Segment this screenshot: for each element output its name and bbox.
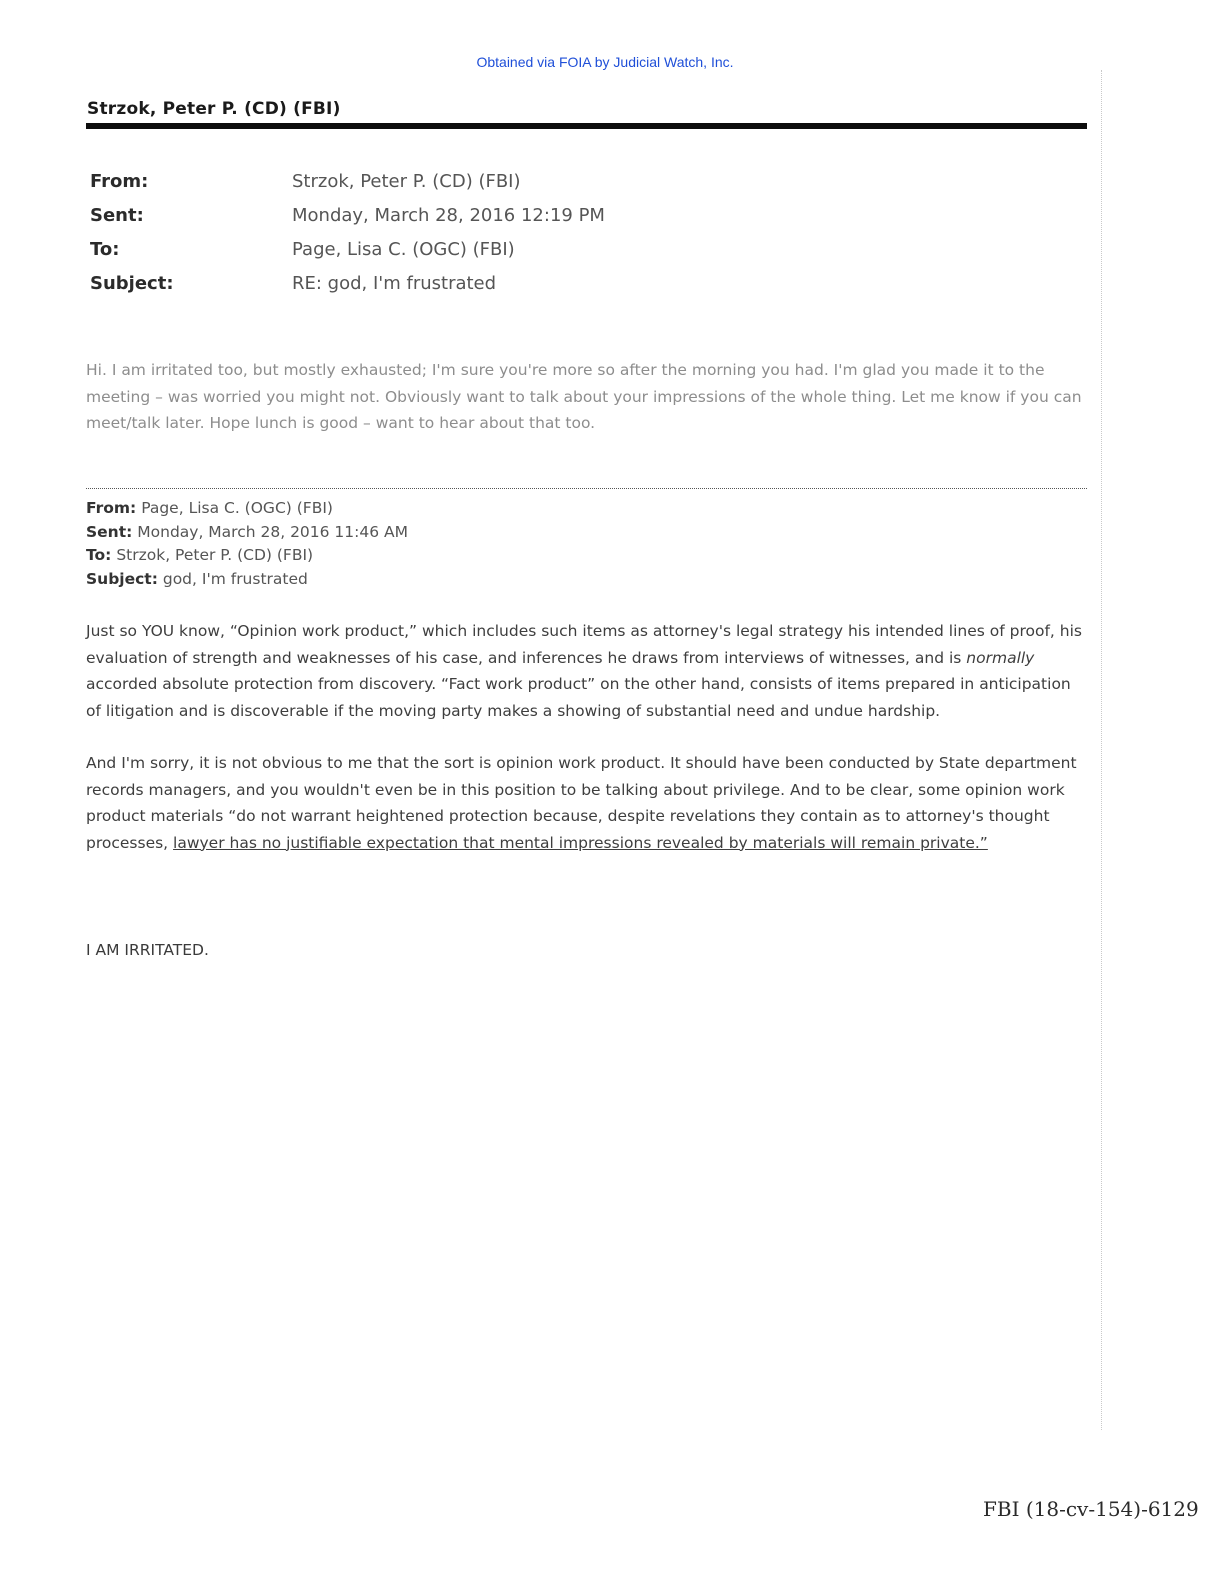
subject-row	[90, 266, 605, 300]
quoted-subject-row	[86, 568, 408, 592]
subject-value: RE: god, I'm frustrated	[292, 272, 497, 294]
quoted-from-value: Page, Lisa C. (OGC) (FBI)	[141, 499, 333, 517]
bates-number: FBI (18-cv-154)-6129	[983, 1497, 1199, 1521]
quoted-from-row	[86, 497, 408, 521]
from-label: From:	[90, 170, 149, 192]
quote-separator	[86, 488, 1087, 489]
sent-value: Monday, March 28, 2016 12:19 PM	[292, 204, 605, 226]
quoted-body	[86, 618, 1086, 882]
quoted-subject-label: Subject:	[86, 569, 158, 588]
header-rule	[86, 123, 1087, 129]
quoted-sent-label: Sent:	[86, 522, 133, 541]
quoted-sent-row	[86, 521, 408, 545]
reply-body: Hi. I am irritated too, but mostly exhausted; I'm sure you're more so after the morning you had. I'm glad you made it to the meeting – was worried you might not. Obviously want to talk about your impressions of the whole thing. Let me know if you can meet/talk later. Hope lunch is good – want to hear about that too.	[86, 361, 1082, 432]
sent-label: Sent:	[90, 204, 144, 226]
to-label: To:	[90, 238, 120, 260]
to-value: Page, Lisa C. (OGC) (FBI)	[292, 238, 515, 260]
mailbox-owner-name: Strzok, Peter P. (CD) (FBI)	[87, 99, 341, 119]
closing-line: I AM IRRITATED.	[86, 941, 209, 959]
quoted-to-value: Strzok, Peter P. (CD) (FBI)	[116, 546, 314, 564]
to-row	[90, 232, 605, 266]
message-header	[90, 164, 605, 300]
quoted-paragraph-1: Just so YOU know, “Opinion work product,” which includes such items as attorney's legal strategy his intended lines of proof, his evaluation of strength and weaknesses of his case, and inferences he draws from interviews of witnesses, and is normally accorded absolute protection from discovery. “Fact work product” on the other hand, consists of items prepared in anticipation of litigation and is discoverable if the moving party makes a showing of substantial need and undue hardship.	[86, 622, 1082, 720]
subject-label: Subject:	[90, 272, 174, 294]
quoted-sent-value: Monday, March 28, 2016 11:46 AM	[137, 522, 409, 541]
quoted-to-row	[86, 544, 408, 568]
quoted-header	[86, 497, 408, 591]
from-row	[90, 164, 605, 198]
foia-watermark: Obtained via FOIA by Judicial Watch, Inc.	[476, 54, 734, 70]
sent-row	[90, 198, 605, 232]
underlined-quote: lawyer has no justifiable expectation that mental impressions revealed by materials will remain private.”	[173, 833, 988, 852]
quoted-from-label: From:	[86, 499, 137, 517]
quoted-to-label: To:	[86, 546, 112, 564]
scan-edge-artifact	[1101, 70, 1102, 1430]
from-value: Strzok, Peter P. (CD) (FBI)	[292, 170, 521, 192]
quoted-paragraph-2: And I'm sorry, it is not obvious to me that the sort is opinion work product. It should have been conducted by State department records managers, and you wouldn't even be in this position to be talking about privilege. And to be clear, some opinion work product materials “do not warrant heightened protection because, despite revelations they contain as to attorney's thought processes, lawyer has no justifiable expectation that mental impressions revealed by materials will remain private.”	[86, 754, 1077, 852]
quoted-subject-value: god, I'm frustrated	[162, 569, 308, 588]
